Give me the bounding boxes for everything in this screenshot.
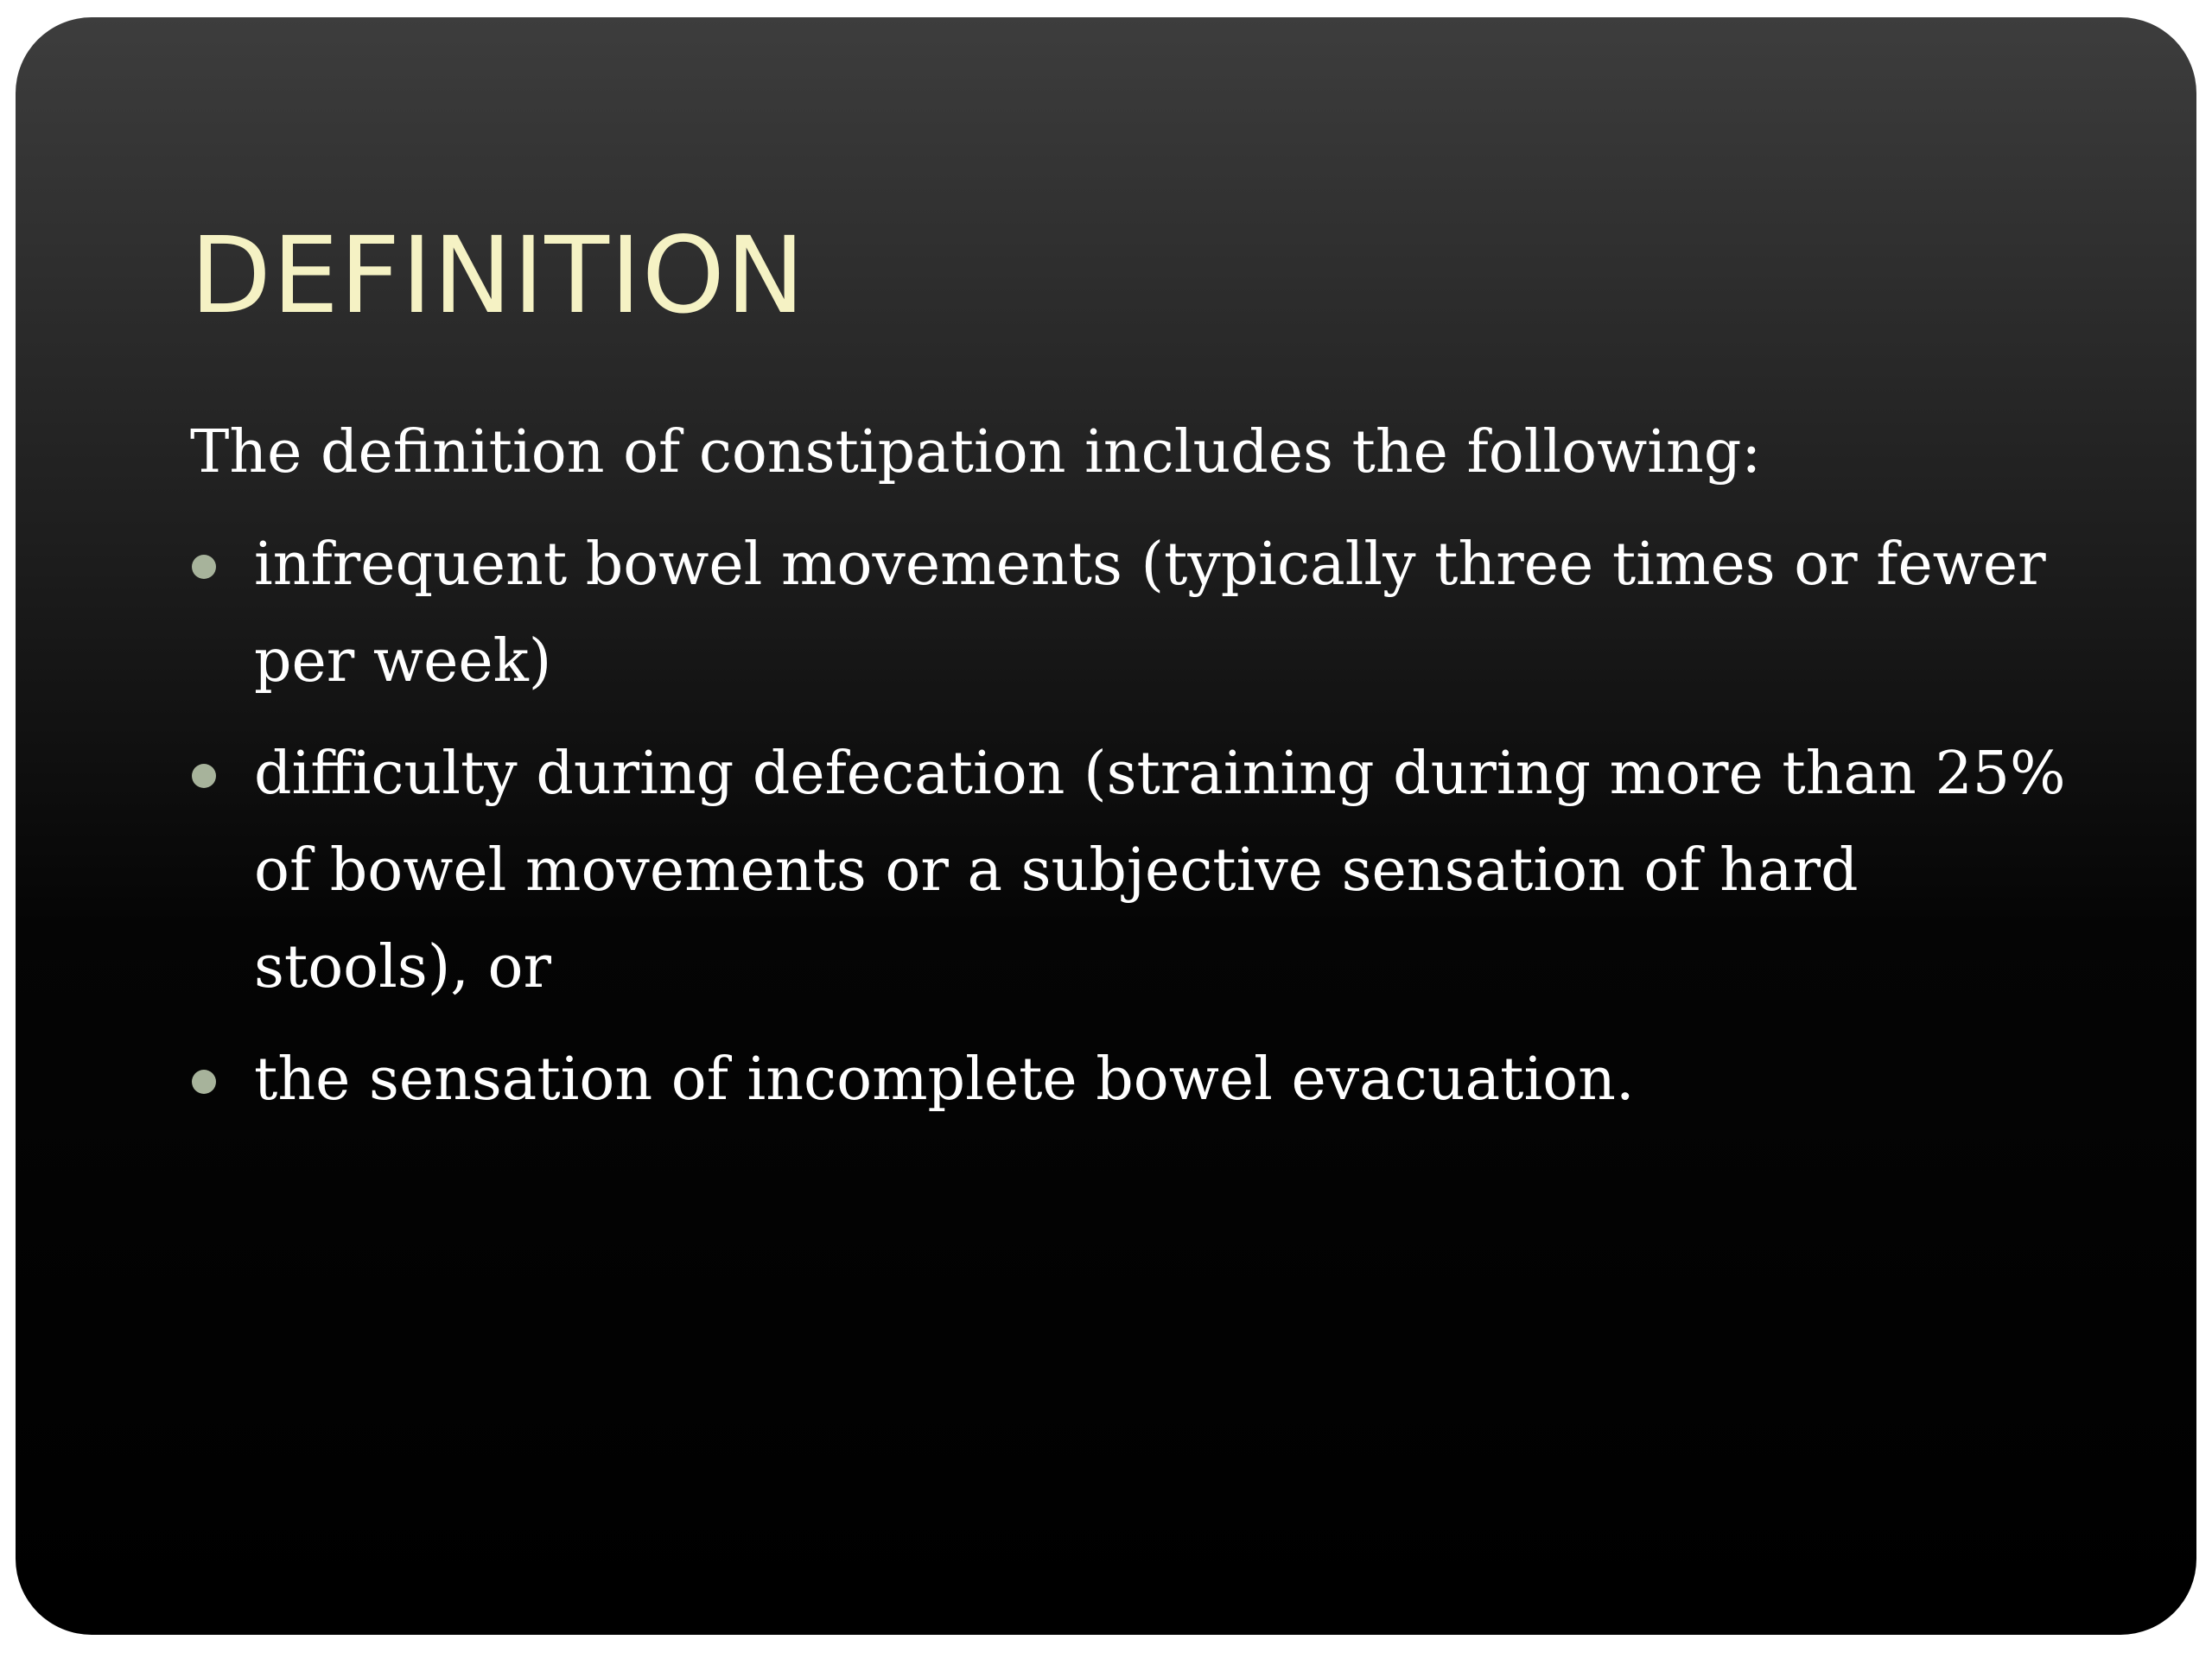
- intro-text: The definition of constipation includes the following:: [190, 418, 1762, 486]
- bullet-list: [190, 517, 2074, 1128]
- bullet-item: [190, 726, 2074, 1016]
- bullet-text: infrequent bowel movements (typically three times or fewer per week): [254, 531, 2046, 696]
- bullet-text: difficulty during defecation (straining during more than 25% of bowel movements or a subjective sensation of hard stools), or: [254, 740, 2066, 1001]
- bullet-item: [190, 1032, 2074, 1128]
- slide-title: DEFINITION: [190, 214, 806, 337]
- bullet-dot-icon: [192, 555, 216, 579]
- bullet-dot-icon: [192, 764, 216, 788]
- bullet-text: the sensation of incomplete bowel evacuation.: [254, 1046, 1635, 1114]
- bullet-dot-icon: [192, 1070, 216, 1094]
- slide: [16, 17, 2196, 1635]
- slide-body: [190, 404, 2074, 1144]
- bullet-item: [190, 517, 2074, 710]
